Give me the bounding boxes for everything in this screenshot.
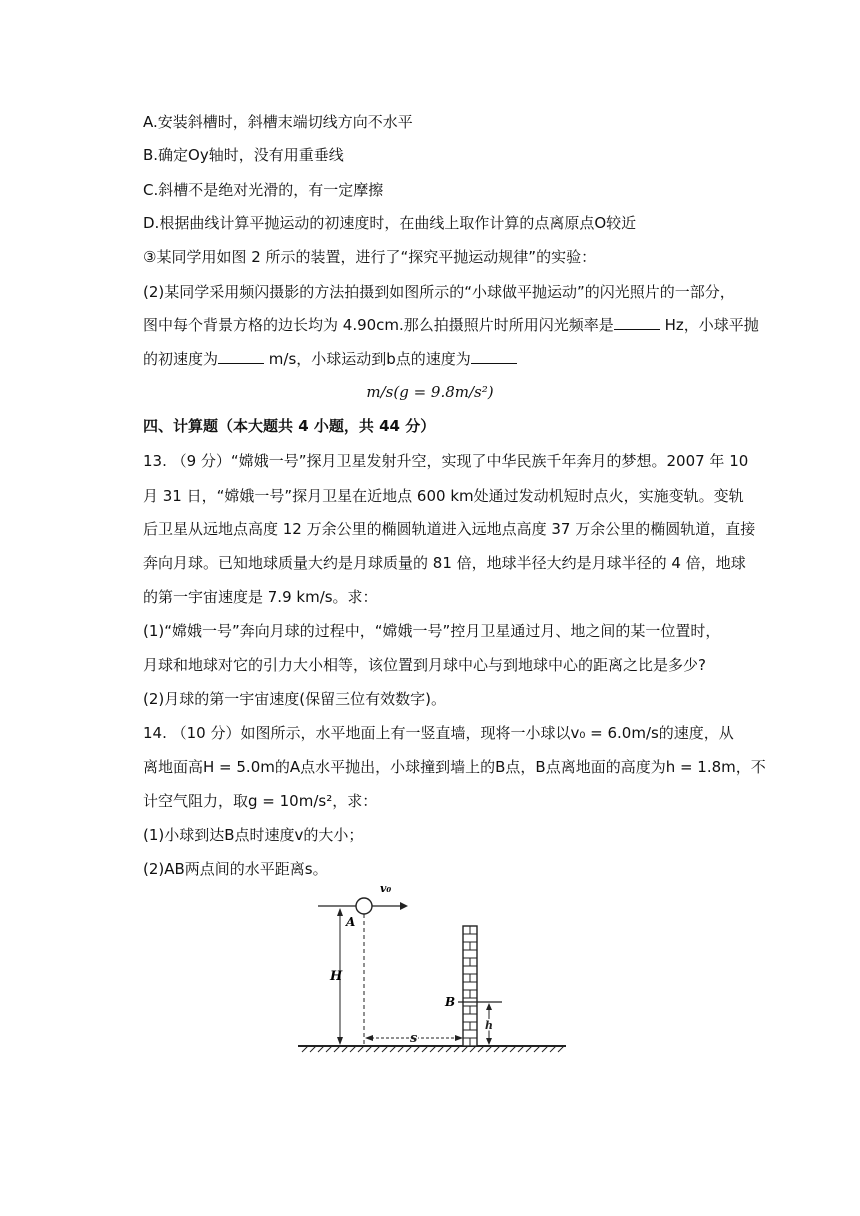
q13-line-1: 13. （9 分）“嫦娥一号”探月卫星发射升空，实现了中华民族千年奔月的梦想。2007 年 10 [143,452,749,470]
s-arrow-left [365,1035,373,1041]
label-s: s [410,1031,418,1046]
q13-line-8: (2)月球的第一宇宙速度(保留三位有效数字)。 [143,690,446,708]
h-small-arrow-bottom [486,1038,492,1045]
q2-line3-text-a: 的初速度为 [143,350,219,368]
q14-line-4: (1)小球到达B点时速度v的大小； [143,826,364,844]
q13-line-6: (1)“嫦娥一号”奔向月球的过程中，“嫦娥一号”控月卫星通过月、地之间的某一位置时， [143,622,721,640]
q13-line-4: 奔向月球。已知地球质量大约是月球质量的 81 倍，地球半径大约是月球半径的 4 倍，地球 [143,554,746,572]
q2-line4: m/s(g = 9.8m/s²) [366,383,494,401]
section-title: 四、计算题（本大题共 4 小题，共 44 分） [143,417,436,435]
q2-line3 [143,349,517,369]
option-d: D.根据曲线计算平抛运动的初速度时，在曲线上取作计算的点离原点O较近 [143,214,637,232]
q2-blank-2 [218,349,264,364]
q2-blank-1 [614,315,660,330]
option-c: C.斜槽不是绝对光滑的，有一定摩擦 [143,181,384,199]
label-h-big: H [330,969,343,984]
q14-line-3: 计空气阻力，取g = 10m/s²，求： [143,792,378,810]
label-v0: v₀ [380,882,392,895]
q2-line3-text-b: m/s，小球运动到b点的速度为 [268,350,471,368]
q2-line2-text-a: 图中每个背景方格的边长均为 4.90cm.那么拍摄照片时所用闪光频率是 [143,316,614,334]
q2-line2-text-b: Hz，小球平抛 [664,316,759,334]
ball [356,898,372,914]
q13-line-7: 月球和地球对它的引力大小相等，该位置到月球中心与到地球中心的距离之比是多少? [143,656,706,674]
h-small-arrow-top [486,1003,492,1010]
q14-line-2: 离地面高H = 5.0m的A点水平抛出，小球撞到墙上的B点，B点离地面的高度为h = 1.8m，不 [143,758,766,776]
q2-blank-3 [471,349,517,364]
q2-line1: (2)某同学采用频闪摄影的方法拍摄到如图所示的“小球做平抛运动”的闪光照片的一部分， [143,283,735,301]
brick-wall [463,926,477,1046]
option-a: A.安装斜槽时，斜槽末端切线方向不水平 [143,113,413,131]
q14-line-1: 14. （10 分）如图所示，水平地面上有一竖直墙，现将一小球以v₀ = 6.0m/s的速度，从 [143,724,734,742]
q13-line-5: 的第一宇宙速度是 7.9 km/s。求： [143,588,378,606]
v0-arrowhead [400,902,408,910]
s-arrow-right [455,1035,463,1041]
q13-line-3: 后卫星从远地点高度 12 万余公里的椭圆轨道进入远地点高度 37 万余公里的椭圆轨道，直接 [143,520,756,538]
label-a: A [346,915,356,929]
q14-line-5: (2)AB两点间的水平距离s。 [143,860,328,878]
label-h-small: h [485,1019,493,1032]
projectile-wall-figure [290,876,580,1060]
h-big-arrow-bottom [337,1037,343,1045]
label-b: B [445,995,456,1009]
q13-line-2: 月 31 日，“嫦娥一号”探月卫星在近地点 600 km处通过发动机短时点火，实施变轨。变轨 [143,487,744,505]
q3-intro: ③某同学用如图 2 所示的装置，进行了“探究平抛运动规律”的实验： [143,248,597,266]
q2-line2 [143,315,759,335]
h-big-arrow-top [337,908,343,916]
option-b: B.确定Oy轴时，没有用重垂线 [143,146,344,164]
